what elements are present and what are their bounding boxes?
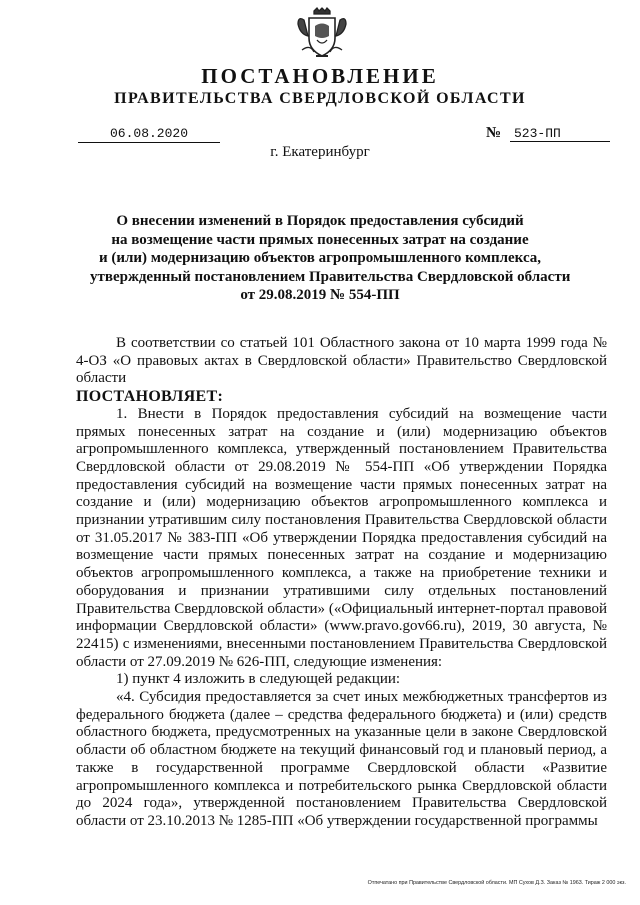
document-number: 523-ПП (510, 126, 610, 142)
subject-line: утвержденный постановлением Правительства Свердловской области (90, 268, 571, 285)
document-date: 06.08.2020 (78, 126, 220, 143)
quoted-clause-paragraph: «4. Субсидия предоставляется за счет иных межбюджетных трансфертов из федерального бюджета (далее – средства федерального бюджета) и (или) средств областного бюджета, предусмотренных на указанные цели в законе Свердловской области об областном бюджете на текущий финансовый год и плановый период, а также в государственной программе Свердловской области «Развитие агропромышленного комплекса и потребительского рынка Свердловской области до 2024 года», утвержденной постановлением Правительства Свердловской области от 23.10.2013 № 1285-ПП «Об утверждении государственной программы (76, 689, 607, 829)
document-type-title: ПОСТАНОВЛЕНИЕ (201, 64, 439, 88)
subitem-1-paragraph: 1) пункт 4 изложить в следующей редакции: (116, 671, 401, 688)
document-body (76, 335, 607, 831)
item-1-paragraph: 1. Внести в Порядок предоставления субсидий на возмещение части прямых понесенных затрат на создание и (или) модернизацию объектов агропромышленного комплекса, утвержденный постановлением Правительства Свердловской области от 29.08.2019 № 554-ПП «Об утверждении Порядка предоставления субсидий на возмещение части прямых понесенных затрат на создание и (или) модернизацию объектов агропромышленного комплекса и признании утратившим силу постановления Правительства Свердловской области от 31.05.2017 № 383-ПП «Об утверждении Порядка предоставления субсидий на возмещение части прямых понесенных затрат на создание и модернизацию объектов агропромышленного комплекса, а также на приобретение техники и оборудования и признании утратившими силу отдельных постановлений Правительства Свердловской области» («Официальный интернет-портал правовой информации Свердловской области» (www.pravo.gov66.ru), 2019, 30 августа, № 22415) с изменениями, внесенными постановлением Правительства Свердловской области от 27.09.2019 № 626-ПП, следующие изменения: (76, 405, 607, 670)
subject-line: от 29.08.2019 № 554-ПП (240, 287, 400, 304)
subject-line: О внесении изменений в Порядок предоставления субсидий (116, 213, 524, 229)
issue-city: г. Екатеринбург (270, 144, 370, 160)
coat-of-arms-icon (296, 6, 348, 60)
subject-line: на возмещение части прямых понесенных затрат на создание (111, 231, 529, 248)
preamble-paragraph: В соответствии со статьей 101 Областного закона от 10 марта 1999 года № 4-ОЗ «О правовых актах в Свердловской области» Правительство Свердловской области (76, 335, 607, 387)
document-subject (90, 212, 571, 305)
number-label: № (486, 125, 502, 141)
resolves-heading: ПОСТАНОВЛЯЕТ: (76, 388, 224, 406)
print-footer-note: Отпечатано при Правительстве Свердловской области. МП Сухов Д.З. Заказ № 1963. Тираж 2 000 экз. (367, 880, 626, 886)
issuer-title: ПРАВИТЕЛЬСТВА СВЕРДЛОВСКОЙ ОБЛАСТИ (114, 90, 526, 107)
subject-line: и (или) модернизацию объектов агропромышленного комплекса, (98, 250, 542, 267)
